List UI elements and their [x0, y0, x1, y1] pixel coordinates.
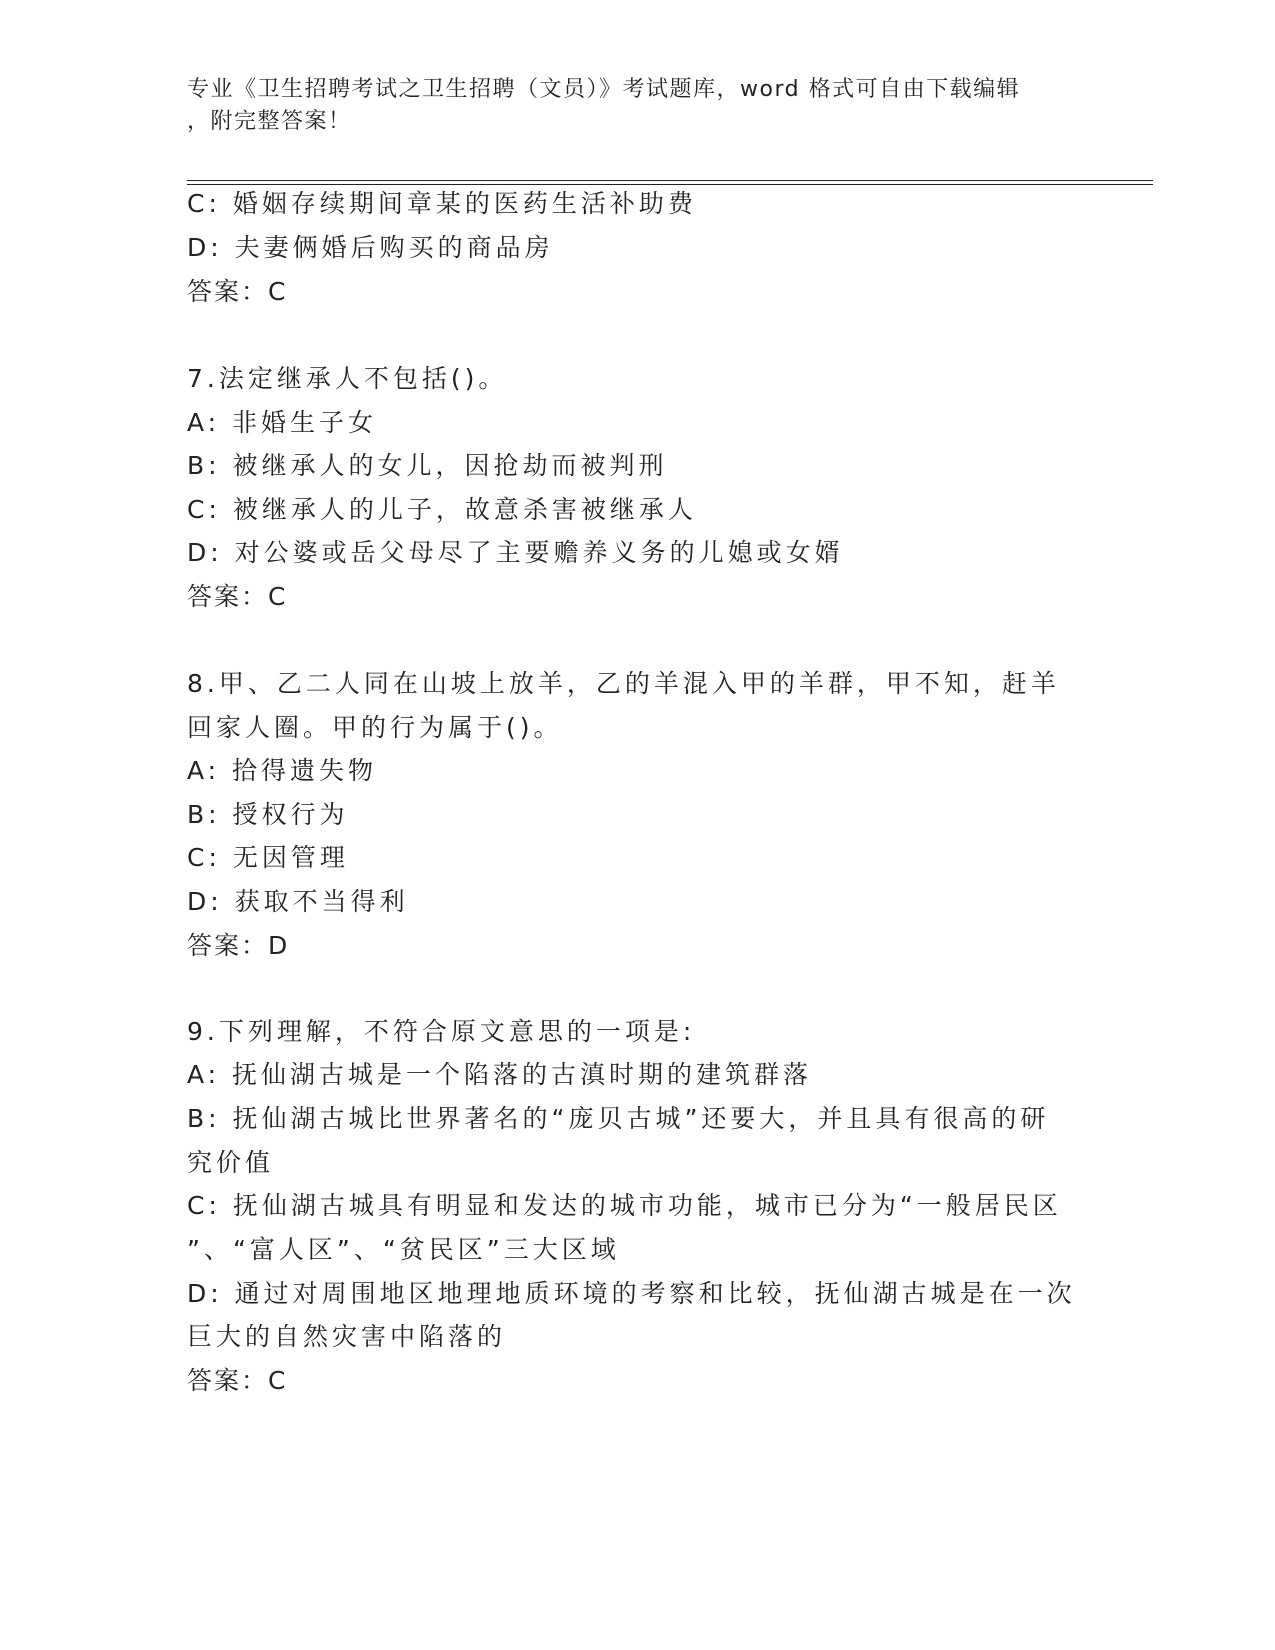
document-header: [187, 74, 1087, 138]
q9-answer: 答案：C: [187, 1366, 288, 1395]
q9-option-c-line-2: ”、“富人区”、“贫民区”三大区域: [187, 1235, 620, 1264]
header-line-2: ，附完整答案！: [187, 109, 352, 134]
q6-answer: 答案：C: [187, 277, 288, 306]
q9-option-b-line-1: B: 抚仙湖古城比世界著名的“庞贝古城”还要大，并且具有很高的研: [187, 1104, 1050, 1133]
q8-question-line-2: 回家人圈。甲的行为属于()。: [187, 713, 563, 742]
q7-answer: 答案：C: [187, 582, 288, 611]
header-divider-bottom: [187, 184, 1153, 185]
q6-option-c: C: 婚姻存续期间章某的医药生活补助费: [187, 189, 697, 218]
q9-option-d-line-1: D: 通过对周围地区地理地质环境的考察和比较，抚仙湖古城是在一次: [187, 1279, 1076, 1308]
header-divider-top: [187, 180, 1153, 181]
q8-answer: 答案：D: [187, 931, 290, 960]
q8-option-b: B: 授权行为: [187, 800, 349, 829]
q7-option-c: C: 被继承人的儿子，故意杀害被继承人: [187, 495, 697, 524]
q8-option-a: A: 拾得遗失物: [187, 756, 378, 785]
q9-option-a: A: 抚仙湖古城是一个陷落的古滇时期的建筑群落: [187, 1060, 813, 1089]
q8-option-c: C: 无因管理: [187, 843, 349, 872]
q9-option-d-line-2: 巨大的自然灾害中陷落的: [187, 1322, 507, 1351]
q9-option-c-line-1: C: 抚仙湖古城具有明显和发达的城市功能，城市已分为“一般居民区: [187, 1191, 1062, 1220]
q6-option-d: D: 夫妻俩婚后购买的商品房: [187, 233, 554, 262]
q9-option-b-line-2: 究价值: [187, 1148, 275, 1177]
q7-option-a: A: 非婚生子女: [187, 408, 378, 437]
q9-question: 9.下列理解，不符合原文意思的一项是:: [187, 1017, 696, 1046]
q8-option-d: D: 获取不当得利: [187, 887, 409, 916]
q7-question: 7.法定继承人不包括()。: [187, 364, 508, 393]
q8-question-line-1: 8.甲、乙二人同在山坡上放羊，乙的羊混入甲的羊群，甲不知，赶羊: [187, 669, 1060, 698]
q7-option-d: D: 对公婆或岳父母尽了主要赡养义务的儿媳或女婿: [187, 538, 844, 567]
header-line-1: 专业《卫生招聘考试之卫生招聘（文员）》考试题库，word 格式可自由下载编辑: [187, 77, 1021, 102]
q7-option-b: B: 被继承人的女儿，因抢劫而被判刑: [187, 451, 668, 480]
